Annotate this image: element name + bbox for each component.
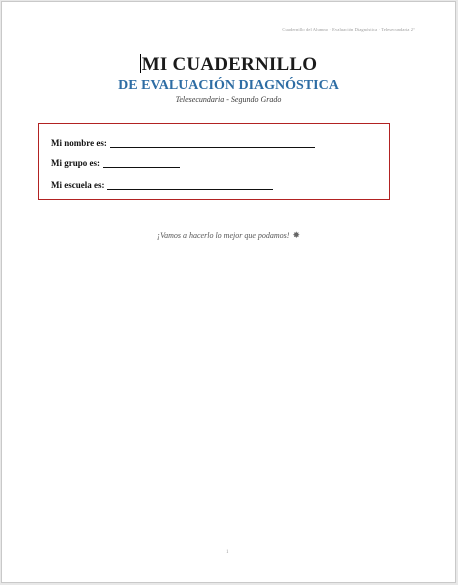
page-number: 1	[226, 550, 229, 555]
name-field-line[interactable]	[110, 138, 315, 148]
group-field-line[interactable]	[103, 158, 180, 168]
document-page	[1, 1, 456, 583]
page-title-text: MI CUADERNILLO	[141, 54, 318, 75]
running-header: Cuadernillo del Alumno · Evaluación Diagnóstica · Telesecundaria 2°	[282, 27, 415, 32]
page-title	[2, 54, 455, 76]
sparkle-icon: ✸	[292, 231, 300, 241]
school-field-line[interactable]	[107, 180, 273, 190]
school-field-label: Mi escuela es:	[51, 180, 105, 190]
school-field[interactable]	[51, 180, 273, 191]
group-field[interactable]	[51, 158, 180, 169]
motto	[2, 230, 455, 242]
grade-line: Telesecundaria - Segundo Grado	[175, 95, 282, 104]
page-subtitle: DE EVALUACIÓN DIAGNÓSTICA	[118, 78, 339, 93]
name-field-label: Mi nombre es:	[51, 138, 107, 148]
student-info-box	[38, 123, 390, 200]
name-field[interactable]	[51, 138, 315, 149]
motto-text: ¡Vamos a hacerlo lo mejor que podamos!	[157, 231, 290, 240]
group-field-label: Mi grupo es:	[51, 158, 100, 168]
text-cursor	[140, 54, 141, 73]
